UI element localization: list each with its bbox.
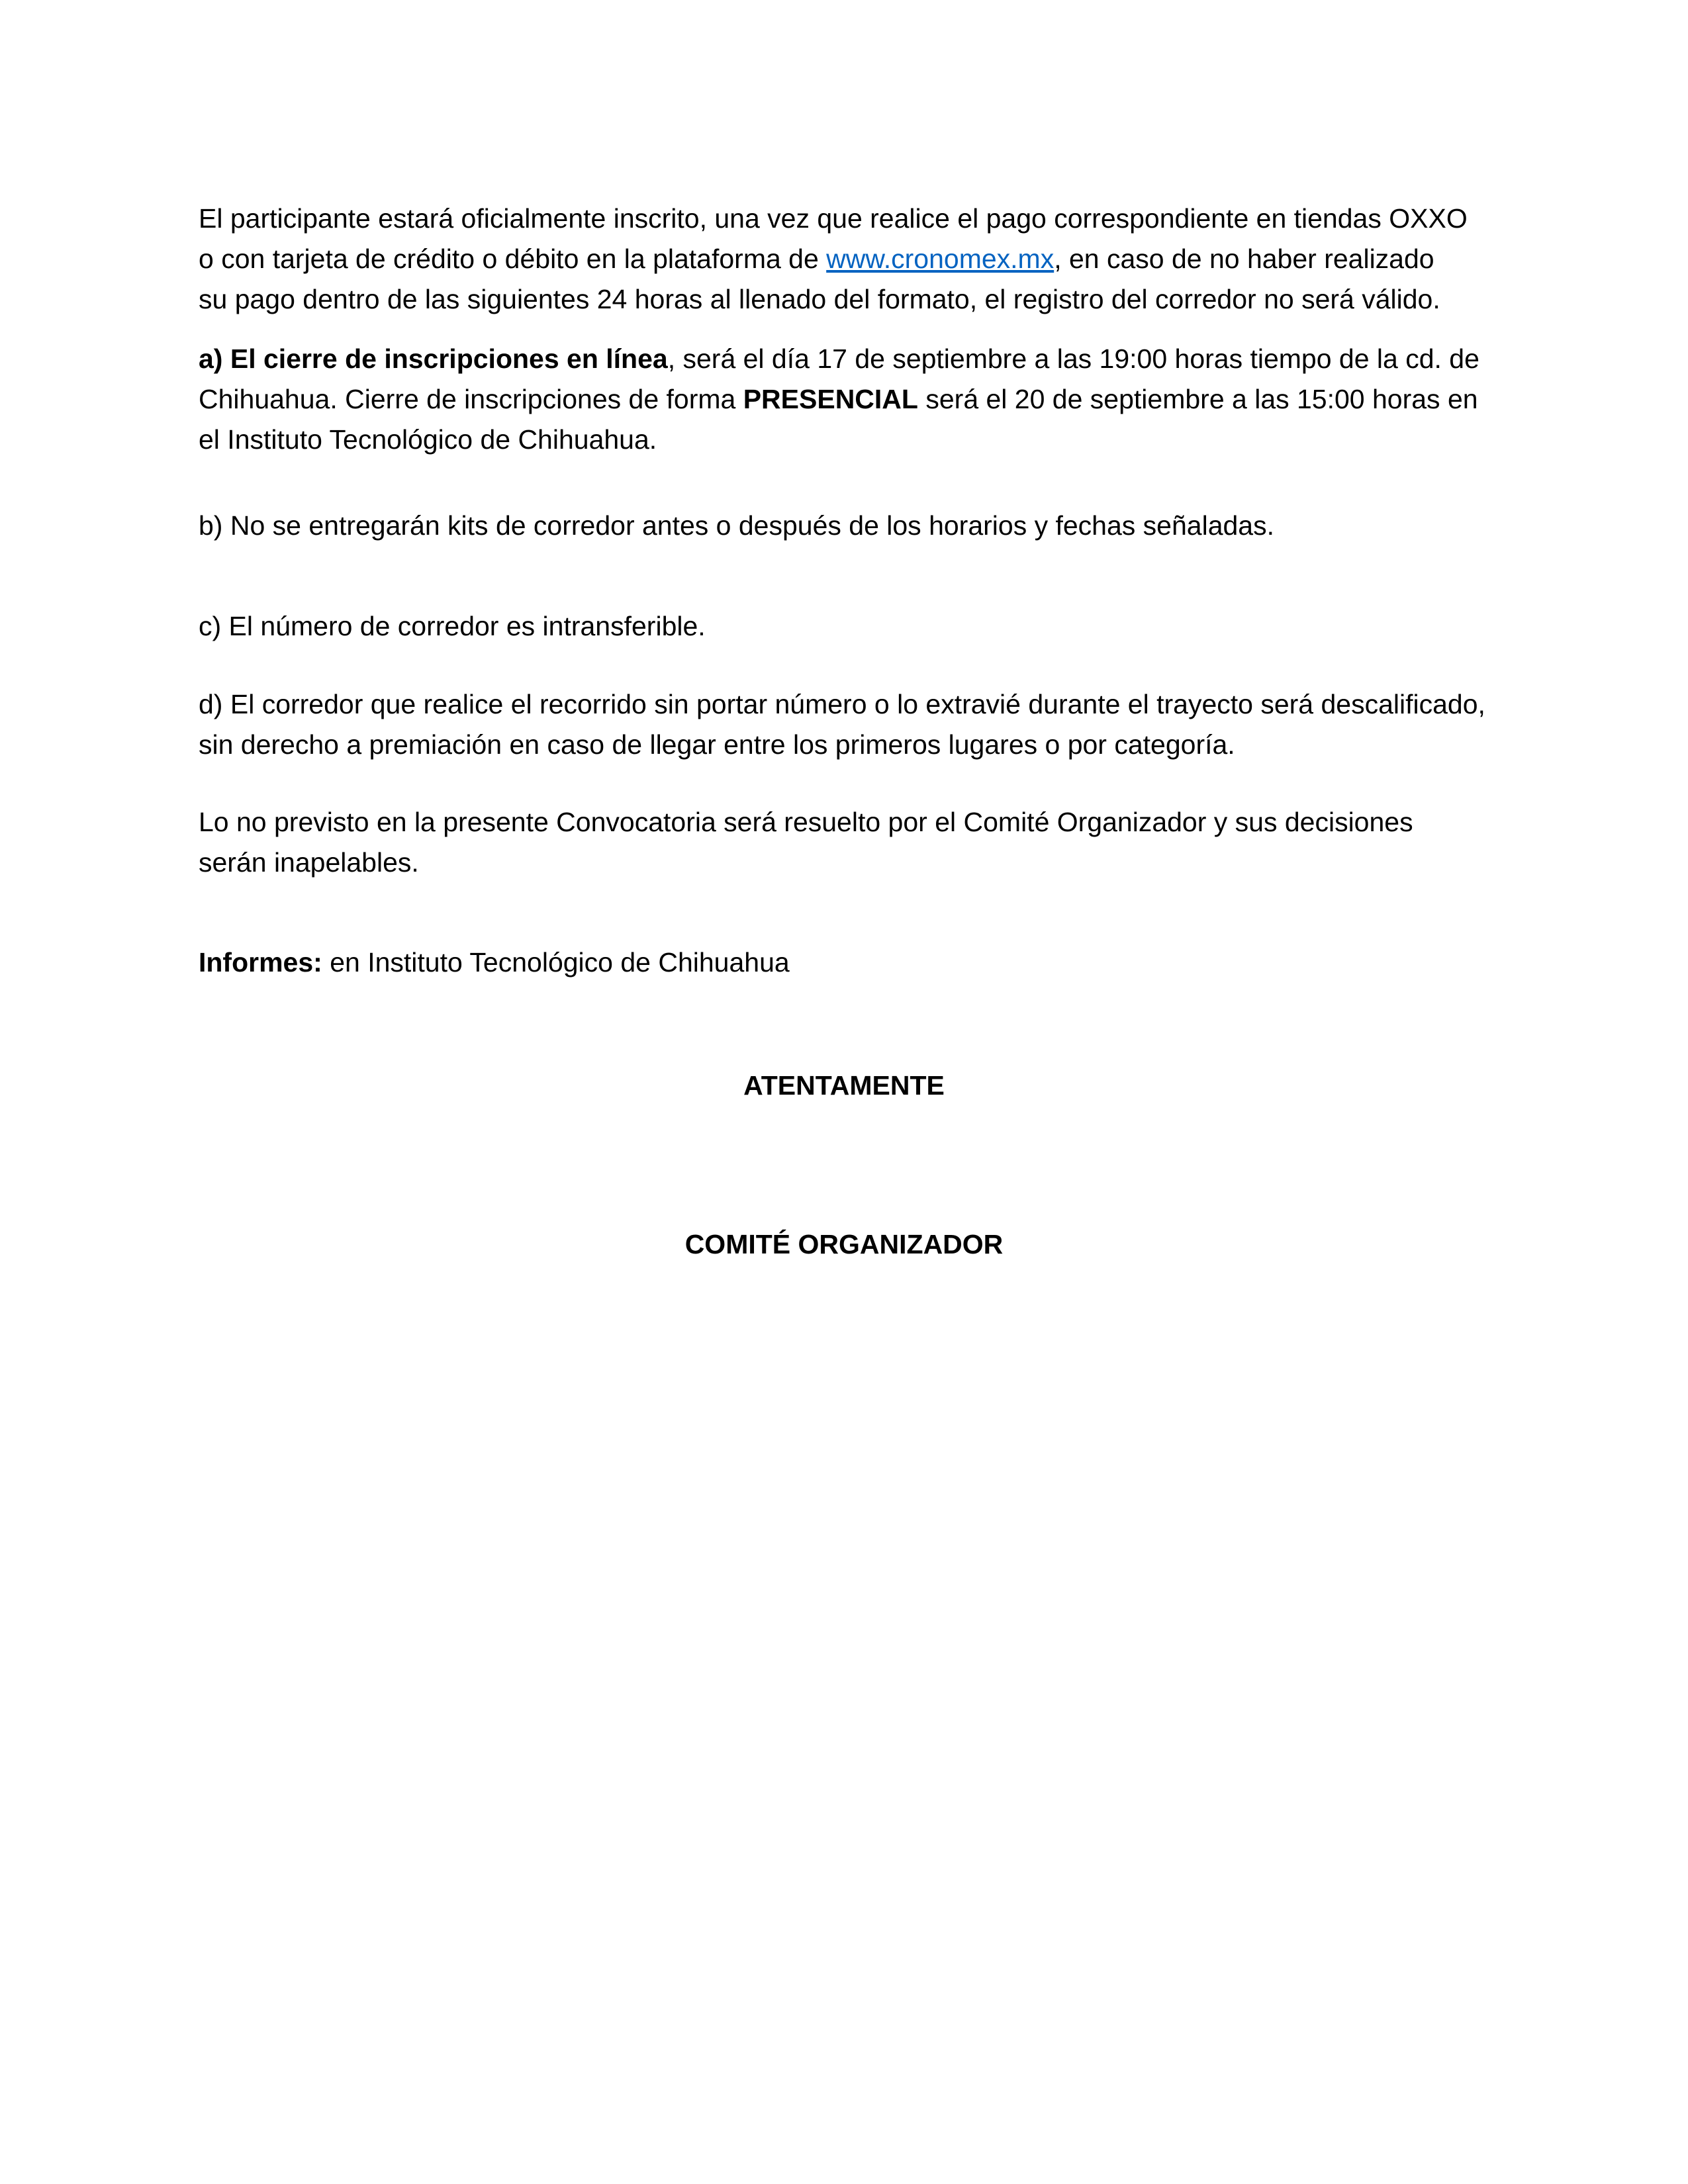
item-a-presencial: PRESENCIAL: [743, 384, 918, 414]
intro-line-3: su pago dentro de las siguientes 24 horas al llenado del formato, el registro del corredor no será válido.: [199, 284, 1440, 314]
item-a-line-2-pre: Chihuahua. Cierre de inscripciones de forma: [199, 384, 743, 414]
item-a-paragraph: [199, 339, 1479, 460]
intro-line-2: [199, 239, 1468, 279]
item-a-line-3: el Instituto Tecnológico de Chihuahua.: [199, 424, 657, 455]
item-d-line-1: d) El corredor que realice el recorrido sin portar número o lo extravié durante el trayecto será descalificado,: [199, 689, 1485, 719]
item-a-line-1-rest: , será el día 17 de septiembre a las 19:00 horas tiempo de la cd. de: [667, 343, 1479, 374]
item-b-paragraph: b) No se entregarán kits de corredor antes o después de los horarios y fechas señaladas.: [199, 510, 1274, 541]
intro-paragraph: [199, 199, 1468, 320]
item-a-line-2-post: será el 20 de septiembre a las 15:00 horas en: [917, 384, 1478, 414]
no-previsto-paragraph: [199, 802, 1413, 883]
signature-comite: COMITÉ ORGANIZADOR: [684, 1229, 1004, 1259]
informes-label: Informes:: [199, 947, 322, 978]
item-a-line-1: [199, 339, 1479, 379]
no-previsto-line-2: serán inapelables.: [199, 847, 419, 878]
informes-text: en Instituto Tecnológico de Chihuahua: [322, 947, 790, 978]
item-a-line-2: [199, 379, 1479, 420]
closing-atentamente: ATENTAMENTE: [743, 1070, 945, 1101]
cronomex-link[interactable]: www.cronomex.mx: [826, 244, 1055, 274]
no-previsto-line-1: Lo no previsto en la presente Convocatoria será resuelto por el Comité Organizador y sus decisiones: [199, 807, 1413, 837]
item-d-line-2: sin derecho a premiación en caso de llegar entre los primeros lugares o por categoría.: [199, 729, 1235, 760]
intro-line-2-pre: o con tarjeta de crédito o débito en la plataforma de: [199, 244, 827, 274]
informes-paragraph: [199, 942, 790, 983]
intro-line-2-post: , en caso de no haber realizado: [1054, 244, 1434, 274]
intro-line-1: El participante estará oficialmente inscrito, una vez que realice el pago correspondiente en tiendas OXXO: [199, 203, 1468, 234]
item-a-bold-lead: a) El cierre de inscripciones en línea: [199, 343, 668, 374]
item-c-paragraph: c) El número de corredor es intransferible.: [199, 611, 706, 641]
item-d-paragraph: [199, 684, 1485, 765]
